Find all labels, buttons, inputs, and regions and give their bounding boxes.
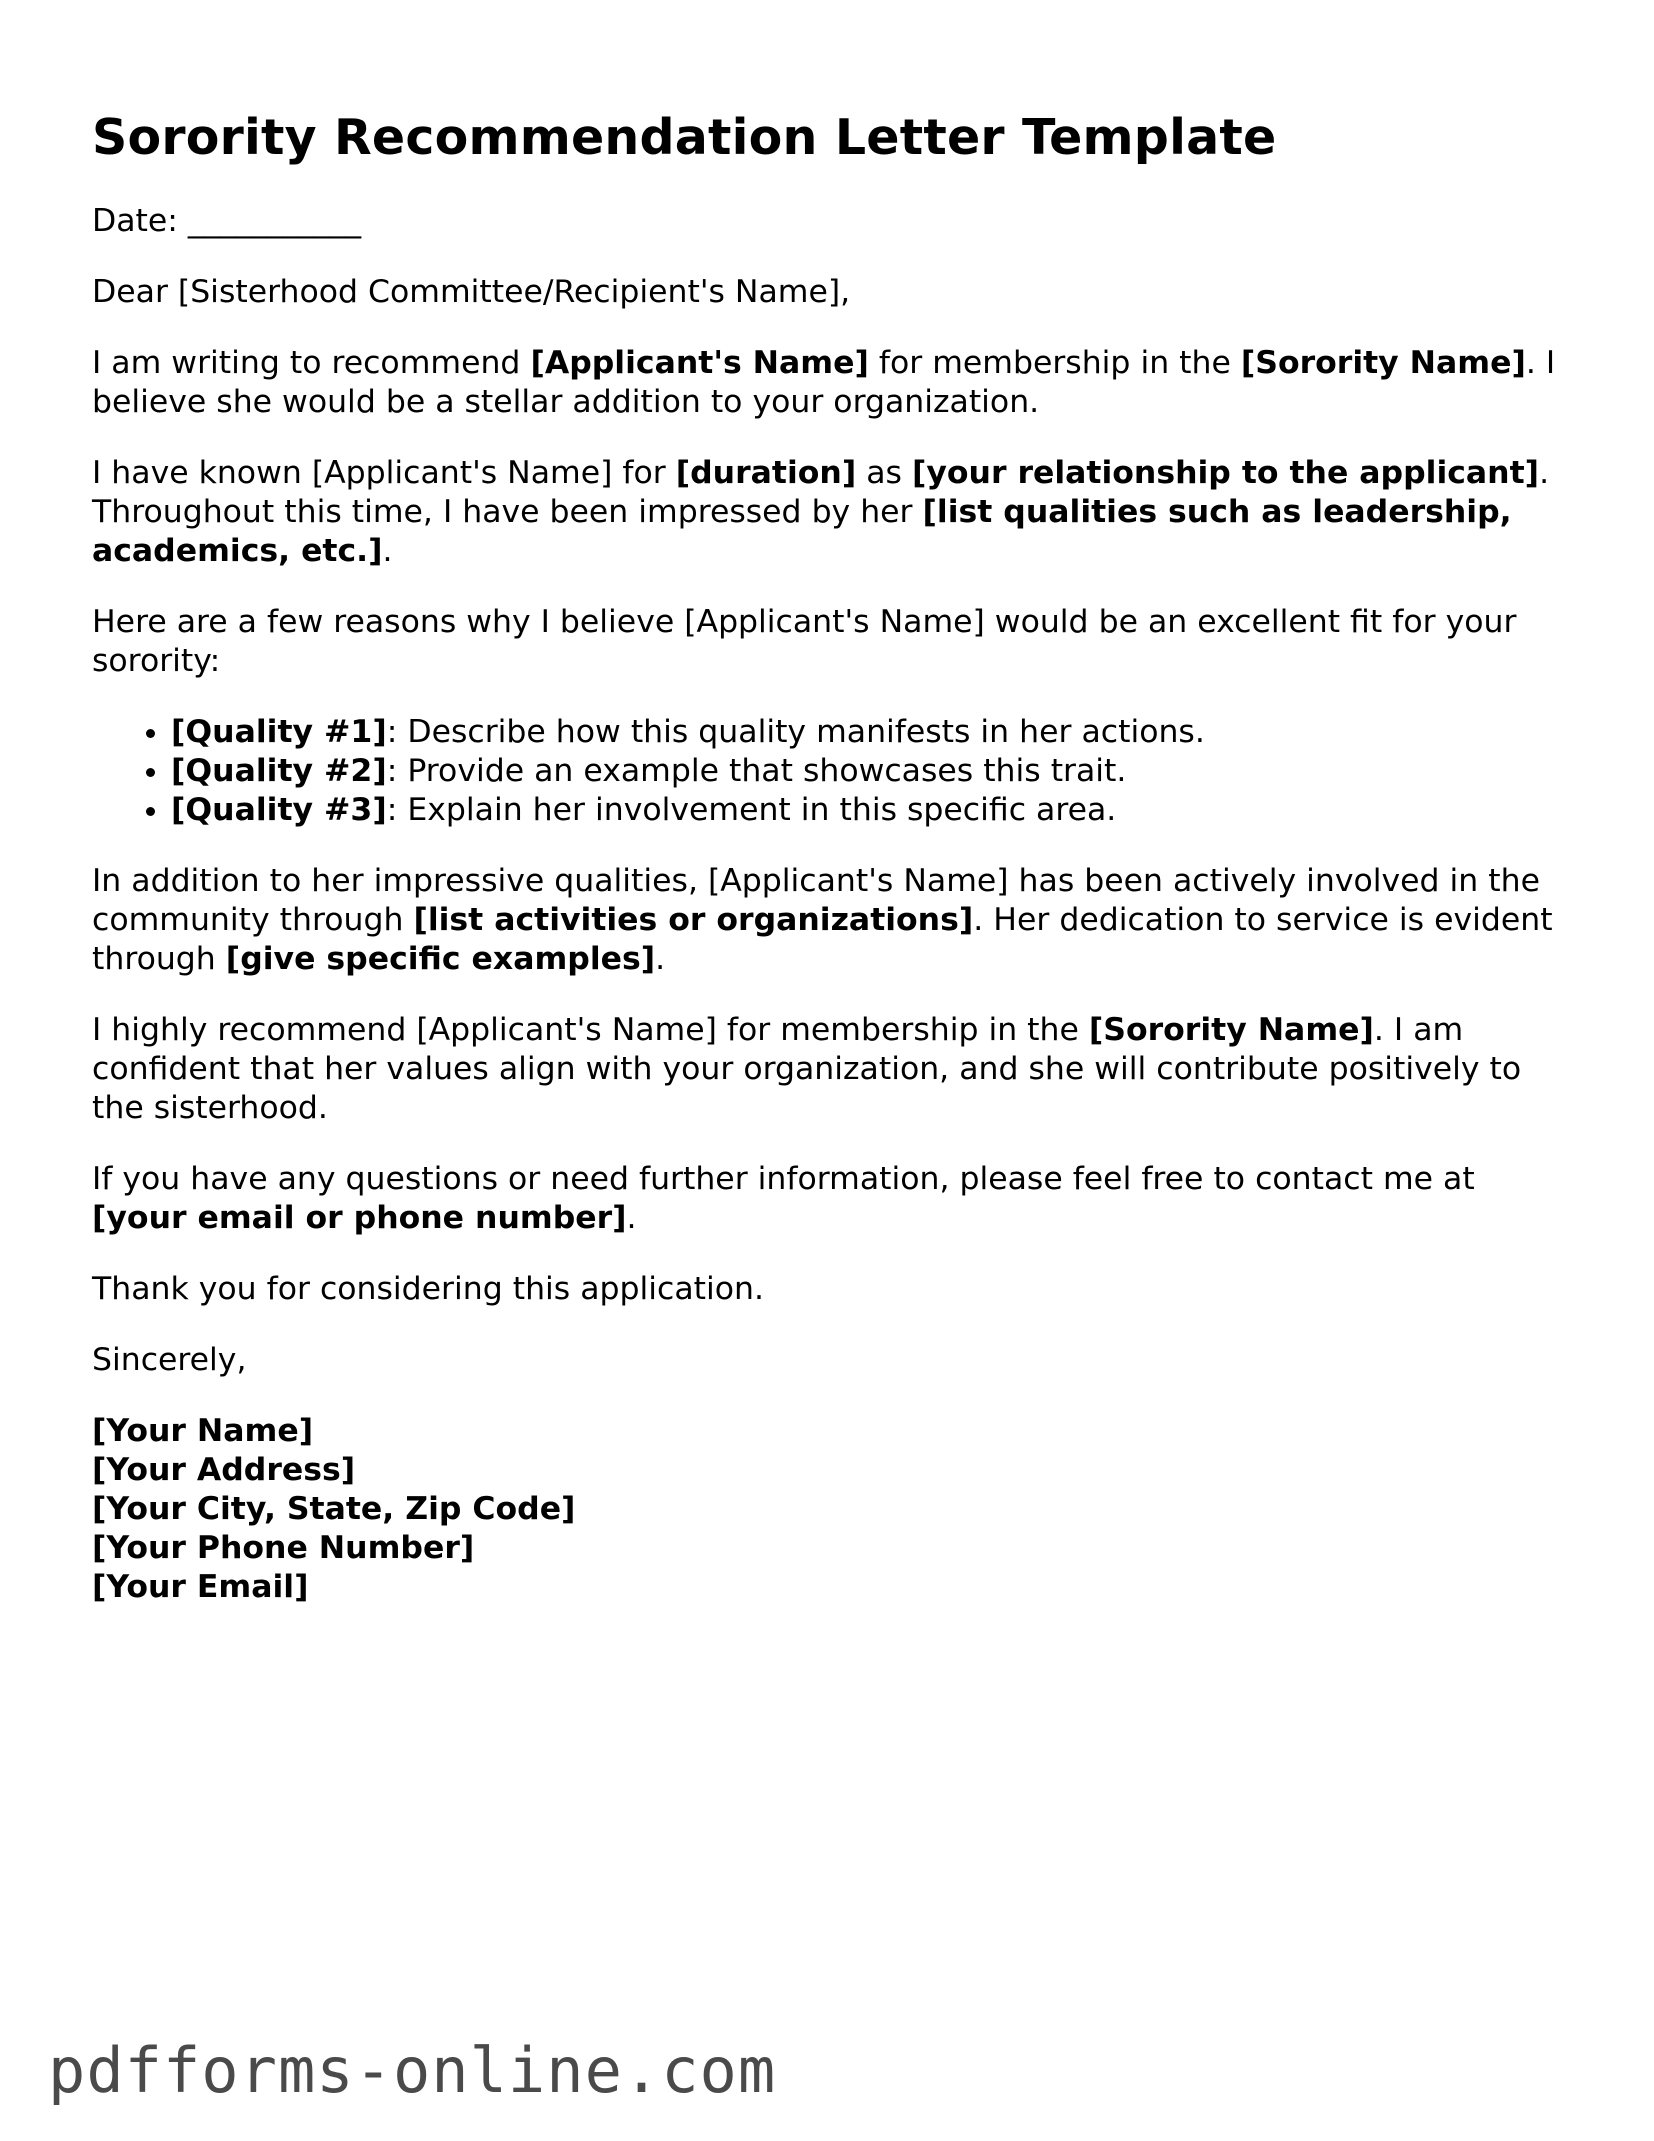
watermark: pdfforms-online.com	[48, 2034, 777, 2107]
paragraph-reasons: Here are a few reasons why I believe [Applicant's Name] would be an excellent fit for your sorority:	[92, 604, 1517, 679]
closing-line: Sincerely,	[92, 1342, 247, 1378]
paragraph-contact: If you have any questions or need further information, please feel free to contact me at [your email or phone number].	[92, 1161, 1475, 1236]
letter-page	[92, 108, 1572, 1607]
paragraph-recommendation: I highly recommend [Applicant's Name] for membership in the [Sorority Name]. I am confident that her values align with your organization, and she will contribute positively to the sisterhood.	[92, 1012, 1522, 1126]
sorority-name-placeholder: [Sorority Name]	[1088, 1012, 1374, 1048]
signature-block	[92, 1412, 1572, 1607]
contact-placeholder: [your email or phone number]	[92, 1200, 627, 1236]
date-label: Date:	[92, 203, 178, 239]
list-item: • [Quality #3]: Explain her involvement in this specific area.	[171, 791, 1572, 830]
date-blank: ___________	[187, 203, 362, 239]
list-item: • [Quality #1]: Describe how this quality manifests in her actions.	[171, 713, 1572, 752]
paragraph-relationship: I have known [Applicant's Name] for [duration] as [your relationship to the applicant]. Throughout this time, I have been impressed by her [list qualities such as leadership, academics, etc.].	[92, 455, 1550, 569]
thanks-line: Thank you for considering this application.	[92, 1271, 764, 1307]
date-line	[92, 202, 1572, 241]
page-title: Sorority Recommendation Letter Template	[92, 109, 1277, 166]
list-item: • [Quality #2]: Provide an example that showcases this trait.	[171, 752, 1572, 791]
paragraph-recommend: I am writing to recommend [Applicant's Name] for membership in the [Sorority Name]. I believe she would be a stellar addition to your organization.	[92, 345, 1556, 420]
applicant-name-placeholder: [Applicant's Name]	[530, 345, 869, 381]
sorority-name-placeholder: [Sorority Name]	[1240, 345, 1526, 381]
signature-phone: [Your Phone Number]	[92, 1530, 475, 1566]
signature-email: [Your Email]	[92, 1569, 309, 1605]
salutation: Dear [Sisterhood Committee/Recipient's Name],	[92, 274, 851, 310]
signature-address: [Your Address]	[92, 1452, 356, 1488]
signature-city: [Your City, State, Zip Code]	[92, 1491, 576, 1527]
examples-placeholder: [give specific examples]	[225, 941, 656, 977]
signature-name: [Your Name]	[92, 1413, 314, 1449]
qualities-list	[92, 713, 1572, 830]
paragraph-community: In addition to her impressive qualities, [Applicant's Name] has been actively involved in the community through [list activities or organizations]. Her dedication to service is evident through [give specific examples].	[92, 863, 1553, 977]
relationship-placeholder: [your relationship to the applicant]	[911, 455, 1540, 491]
qualities-placeholder: [list qualities such as leadership, academics, etc.]	[92, 494, 1512, 569]
activities-placeholder: [list activities or organizations]	[413, 902, 974, 938]
duration-placeholder: [duration]	[675, 455, 857, 491]
